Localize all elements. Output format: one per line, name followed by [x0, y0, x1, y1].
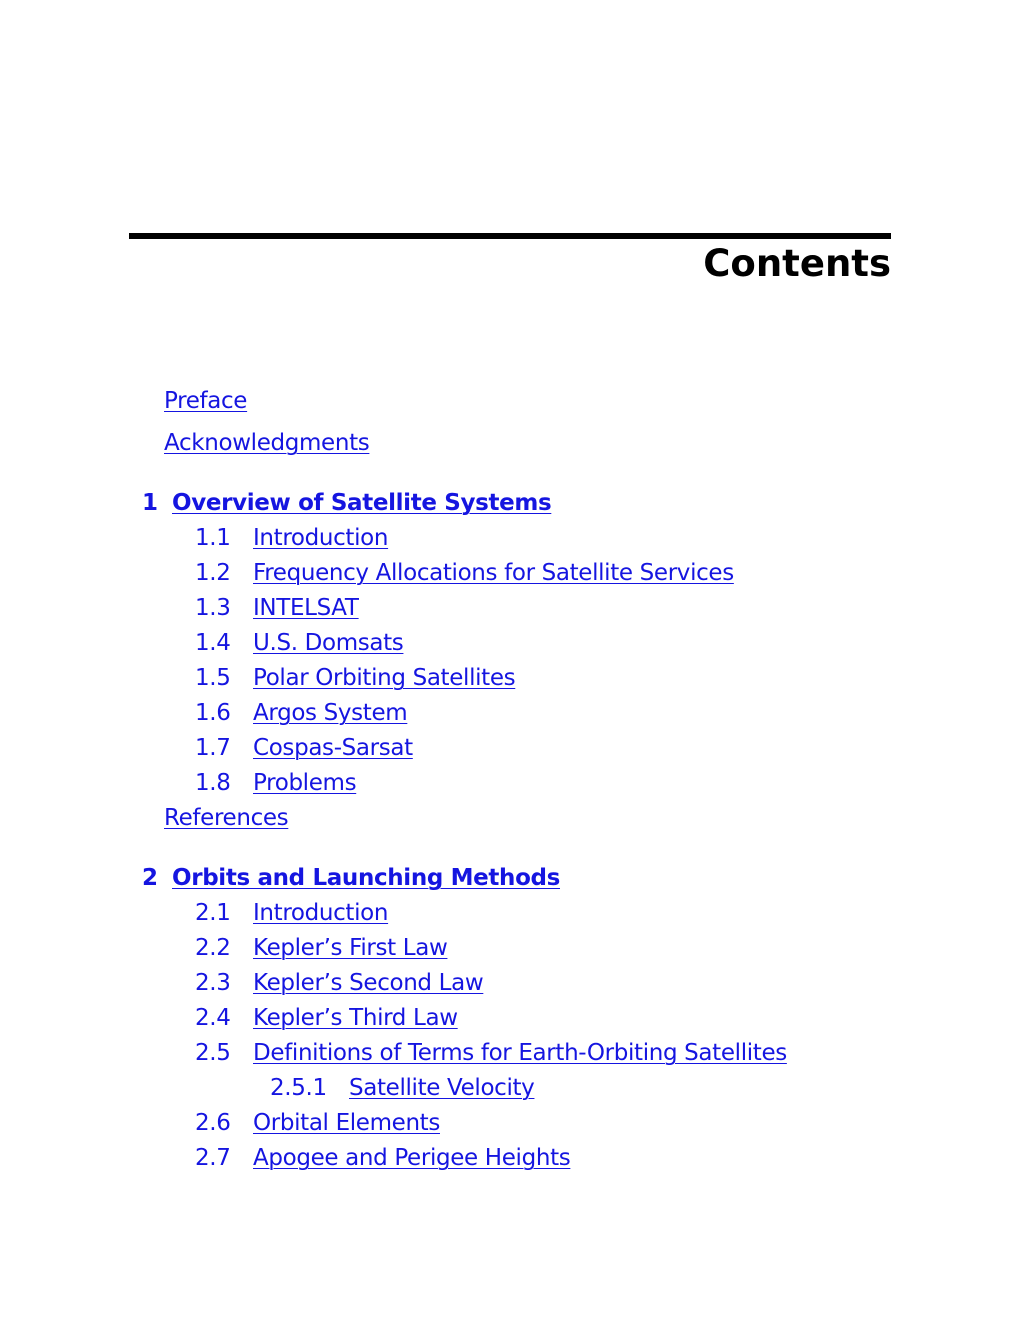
section-number: 1.3: [195, 595, 231, 621]
toc-section-1-2[interactable]: [195, 558, 734, 588]
section-title: Problems: [253, 770, 357, 796]
section-title: INTELSAT: [253, 595, 359, 621]
section-number: 2.6: [195, 1110, 231, 1136]
section-title: Definitions of Terms for Earth-Orbiting Satellites: [253, 1040, 787, 1066]
toc-section-2-5[interactable]: [195, 1038, 787, 1068]
section-number: 2.2: [195, 935, 231, 961]
page-title: Contents: [703, 242, 891, 285]
toc-section-2-3[interactable]: [195, 968, 483, 998]
toc-section-1-7[interactable]: [195, 733, 413, 763]
section-title: Polar Orbiting Satellites: [253, 665, 516, 691]
section-number: 2.1: [195, 900, 231, 926]
section-number: 1.4: [195, 630, 231, 656]
section-number: 2.4: [195, 1005, 231, 1031]
section-title: Frequency Allocations for Satellite Services: [253, 560, 734, 586]
section-title: Introduction: [253, 525, 389, 551]
section-number: 1.8: [195, 770, 231, 796]
toc-link-acknowledgments[interactable]: Acknowledgments: [164, 430, 370, 456]
toc-section-1-3[interactable]: [195, 593, 359, 623]
subsection-title: Satellite Velocity: [349, 1075, 535, 1101]
section-title: Cospas-Sarsat: [253, 735, 413, 761]
toc-section-1-5[interactable]: [195, 663, 515, 693]
section-number: 1.6: [195, 700, 231, 726]
section-number: 2.5: [195, 1040, 231, 1066]
toc-link-references[interactable]: References: [164, 805, 289, 831]
toc-section-2-6[interactable]: [195, 1108, 440, 1138]
section-title: Kepler’s First Law: [253, 935, 448, 961]
section-number: 1.2: [195, 560, 231, 586]
toc-subsection-2-5-1[interactable]: [270, 1073, 534, 1103]
toc-section-2-7[interactable]: [195, 1143, 570, 1173]
section-title: Introduction: [253, 900, 389, 926]
section-title: Orbital Elements: [253, 1110, 440, 1136]
section-title: Apogee and Perigee Heights: [253, 1145, 571, 1171]
section-number: 1.7: [195, 735, 231, 761]
section-number: 1.1: [195, 525, 231, 551]
subsection-number: 2.5.1: [270, 1075, 327, 1101]
toc-chapter-2[interactable]: [142, 863, 560, 893]
toc-section-1-1[interactable]: [195, 523, 388, 553]
toc-section-1-6[interactable]: [195, 698, 407, 728]
toc-section-2-1[interactable]: [195, 898, 388, 928]
section-number: 1.5: [195, 665, 231, 691]
toc-section-2-2[interactable]: [195, 933, 447, 963]
section-number: 2.3: [195, 970, 231, 996]
section-number: 2.7: [195, 1145, 231, 1171]
toc-section-2-4[interactable]: [195, 1003, 458, 1033]
chapter-number: 1: [142, 490, 158, 516]
section-title: Kepler’s Third Law: [253, 1005, 458, 1031]
toc-link-preface[interactable]: Preface: [164, 388, 248, 414]
toc-section-1-4[interactable]: [195, 628, 403, 658]
toc-section-1-8[interactable]: [195, 768, 356, 798]
toc-chapter-1[interactable]: [142, 488, 551, 518]
title-rule: [129, 233, 891, 239]
chapter-title: Orbits and Launching Methods: [172, 865, 560, 891]
section-title: Kepler’s Second Law: [253, 970, 484, 996]
section-title: Argos System: [253, 700, 408, 726]
chapter-number: 2: [142, 865, 158, 891]
section-title: U.S. Domsats: [253, 630, 404, 656]
chapter-title: Overview of Satellite Systems: [172, 490, 552, 516]
